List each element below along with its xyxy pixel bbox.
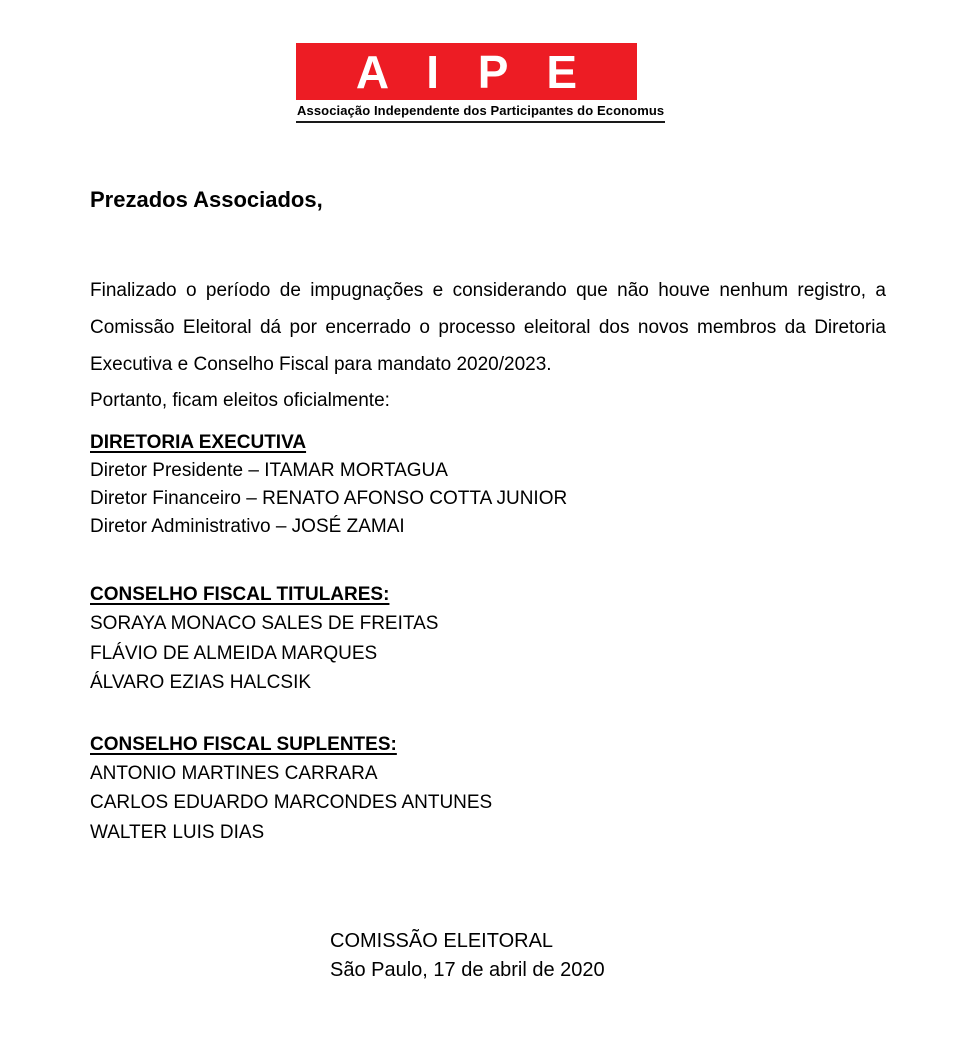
greeting: Prezados Associados,: [90, 187, 323, 212]
aipe-logo: [296, 43, 665, 123]
aipe-logo-tagline: Associação Independente dos Participantes do Economus: [296, 100, 665, 123]
intro-line: Portanto, ficam eleitos oficialmente:: [90, 390, 390, 411]
signature-block: [330, 927, 890, 985]
section-conselho-fiscal-titulares: [90, 581, 890, 698]
member-line: Diretor Presidente – ITAMAR MORTAGUA: [90, 460, 448, 481]
section-heading: DIRETORIA EXECUTIVA: [90, 432, 307, 453]
announcement-paragraph: Finalizado o período de impugnações e considerando que não houve nenhum registro, a Comissão Eleitoral dá por encerrado o processo eleitoral dos novos membros da Diretoria Executiva e Conselho Fiscal para mandato 2020/2023.: [90, 280, 886, 375]
member-line: ANTONIO MARTINES CARRARA: [90, 762, 378, 784]
member-line: FLÁVIO DE ALMEIDA MARQUES: [90, 642, 378, 664]
member-line: ÁLVARO EZIAS HALCSIK: [90, 672, 312, 693]
section-heading: CONSELHO FISCAL TITULARES:: [90, 584, 390, 605]
signature-org: COMISSÃO ELEITORAL: [330, 930, 554, 952]
member-line: CARLOS EDUARDO MARCONDES ANTUNES: [90, 792, 493, 813]
member-line: Diretor Financeiro – RENATO AFONSO COTTA JUNIOR: [90, 488, 568, 509]
member-line: SORAYA MONACO SALES DE FREITAS: [90, 613, 439, 634]
section-diretoria-executiva: [90, 429, 890, 541]
member-line: WALTER LUIS DIAS: [90, 821, 265, 843]
aipe-logo-box: [296, 43, 637, 100]
section-conselho-fiscal-suplentes: [90, 731, 890, 848]
section-heading: CONSELHO FISCAL SUPLENTES:: [90, 733, 397, 755]
member-line: Diretor Administrativo – JOSÉ ZAMAI: [90, 516, 405, 537]
letter-body: [90, 187, 890, 985]
signature-place-date: São Paulo, 17 de abril de 2020: [330, 959, 605, 981]
document-page: [0, 43, 980, 1052]
aipe-logo-acronym: A I P E: [355, 45, 591, 98]
